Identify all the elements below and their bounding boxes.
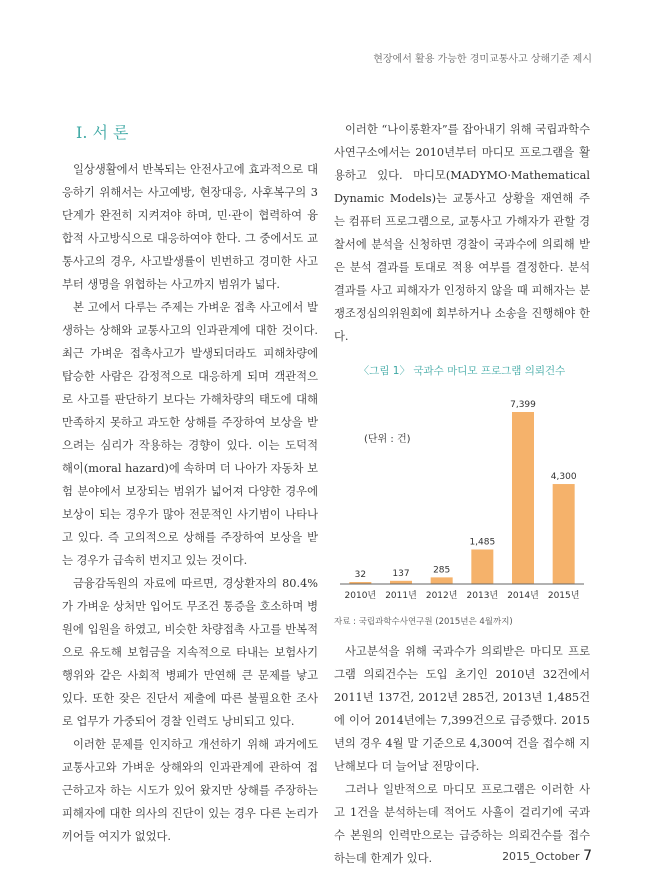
issue-label: 2015_October bbox=[502, 850, 580, 863]
chart-data-label: 285 bbox=[433, 565, 451, 576]
chart-data-label: 32 bbox=[354, 570, 367, 580]
paragraph: 이러한 “나이롱환자”를 잡아내기 위해 국립과학수사연구소에서는 2010년부터 마디모 프로그램을 활용하고 있다. 마디모(MADYMO·Mathematical Dynamic Models)는 교통사고 상황을 재연해 주는 컴퓨터 프로그램으로, 교통사고 가해자가 관할 경찰서에 분석을 신청하면 경찰이 국과수에 의뢰해 받은 분석 결과를 토대로 적용 여부를 결정한다. 분석 결과를 사고 피해자가 인정하지 않을 때 피해자는 분쟁조정심의위원회에 회부하거나 소송을 진행해야 한다. bbox=[334, 123, 590, 343]
chart-bar bbox=[471, 549, 493, 584]
right-column bbox=[334, 118, 590, 870]
chart-tick-label: 2010년 bbox=[344, 591, 377, 601]
paragraph: 그러나 일반적으로 마디모 프로그램은 이러한 사고 1건을 분석하는데 적어도 사흘이 걸리기에 국과수 본원의 인력만으로는 급증하는 의뢰건수를 접수하는데 한계가 있다. bbox=[334, 783, 590, 865]
chart-svg bbox=[334, 384, 590, 614]
chart-bar bbox=[512, 412, 534, 584]
chart-tick-label: 2013년 bbox=[466, 591, 499, 601]
chart-data-label: 137 bbox=[392, 568, 410, 579]
page-number: 7 bbox=[583, 848, 592, 864]
chart-data-label: 1,485 bbox=[469, 537, 496, 548]
paragraph: 금융감독원의 자료에 따르면, 경상환자의 80.4%가 가벼운 상처만 입어도 무조건 통증을 호소하며 병원에 입원을 하였고, 비슷한 차량접촉 사고를 반복적으로 유도해 보험금을 지속적으로 타내는 보험사기 행위와 같은 사회적 병폐가 만연해 큰 문제를 낳고 있다. 또한 잦은 진단서 제출에 따른 불필요한 조사로 업무가 가중되어 경찰 인력도 낭비되고 있다. bbox=[62, 577, 318, 728]
paragraph: 이러한 문제를 인지하고 개선하기 위해 과거에도 교통사고와 가벼운 상해와의 인과관계에 관하여 접근하고자 하는 시도가 있어 왔지만 상해를 주장하는 피해자에 대한 의사의 진단이 있는 경우 다른 논리가 끼어들 여지가 없었다. bbox=[62, 738, 318, 843]
figure-title: 〈그림 1〉 국과수 마디모 프로그램 의뢰건수 bbox=[358, 365, 566, 377]
chart-tick-label: 2011년 bbox=[385, 591, 417, 601]
page-footer bbox=[502, 848, 592, 864]
left-column bbox=[62, 118, 318, 848]
chart-tick-label: 2014년 bbox=[507, 591, 539, 601]
running-header: 현장에서 활용 가능한 경미교통사고 상해기준 제시 bbox=[373, 54, 592, 65]
section-title: Ⅰ. 서 론 bbox=[76, 123, 129, 142]
chart-bar bbox=[431, 577, 453, 584]
chart-tick-label: 2012년 bbox=[425, 591, 458, 601]
bar-chart bbox=[334, 384, 590, 614]
chart-unit-label: (단위 : 건) bbox=[364, 434, 411, 445]
paragraph: 사고분석을 위해 국과수가 의뢰받은 마디모 프로그램 의뢰건수는 도입 초기인 2010년 32건에서 2011년 137건, 2012년 285건, 2013년 1,485건에 이어 2014년에는 7,399건으로 급증했다. 2015년의 경우 4월 말 기준으로 4,300여 건을 접수해 지난해보다 더 늘어날 전망이다. bbox=[334, 645, 590, 773]
chart-tick-label: 2015년 bbox=[547, 591, 580, 601]
paragraph: 본 고에서 다루는 주제는 가벼운 접촉 사고에서 발생하는 상해와 교통사고의 인과관계에 대한 것이다. 최근 가벼운 접촉사고가 발생되더라도 피해차량에 탑승한 사람은 감정적으로 대응하게 되며 객관적으로 사고를 판단하기 보다는 가해차량의 태도에 대해 만족하지 못하고 과도한 상해를 주장하여 보상을 받으려는 심리가 작용하는 경향이 있다. 이는 도덕적 해이(moral hazard)에 속하며 더 나아가 자동차 보험 분야에서 보장되는 범위가 넓어져 다양한 경우에 보상이 되는 경우가 많아 전문적인 사기범이 나타나고 있다. 즉 고의적으로 상해를 주장하여 보상을 받는 경우가 급속히 번지고 있는 것이다. bbox=[62, 301, 318, 567]
chart-data-label: 4,300 bbox=[550, 472, 577, 483]
chart-bar bbox=[553, 484, 575, 584]
paragraph: 일상생활에서 반복되는 안전사고에 효과적으로 대응하기 위해서는 사고예방, 현장대응, 사후복구의 3단계가 완전히 지켜져야 하며, 민·관이 협력하여 융합적 사고방식으로 대응하여야 한다. 그 중에서도 교통사고의 경우, 사고발생률이 빈번하고 경미한 사고부터 생명을 위협하는 사고까지 범위가 넓다. bbox=[62, 163, 318, 291]
chart-data-label: 7,399 bbox=[510, 400, 536, 410]
figure-caption: 자료 : 국립과학수사연구원 (2015년은 4월까지) bbox=[334, 617, 513, 627]
